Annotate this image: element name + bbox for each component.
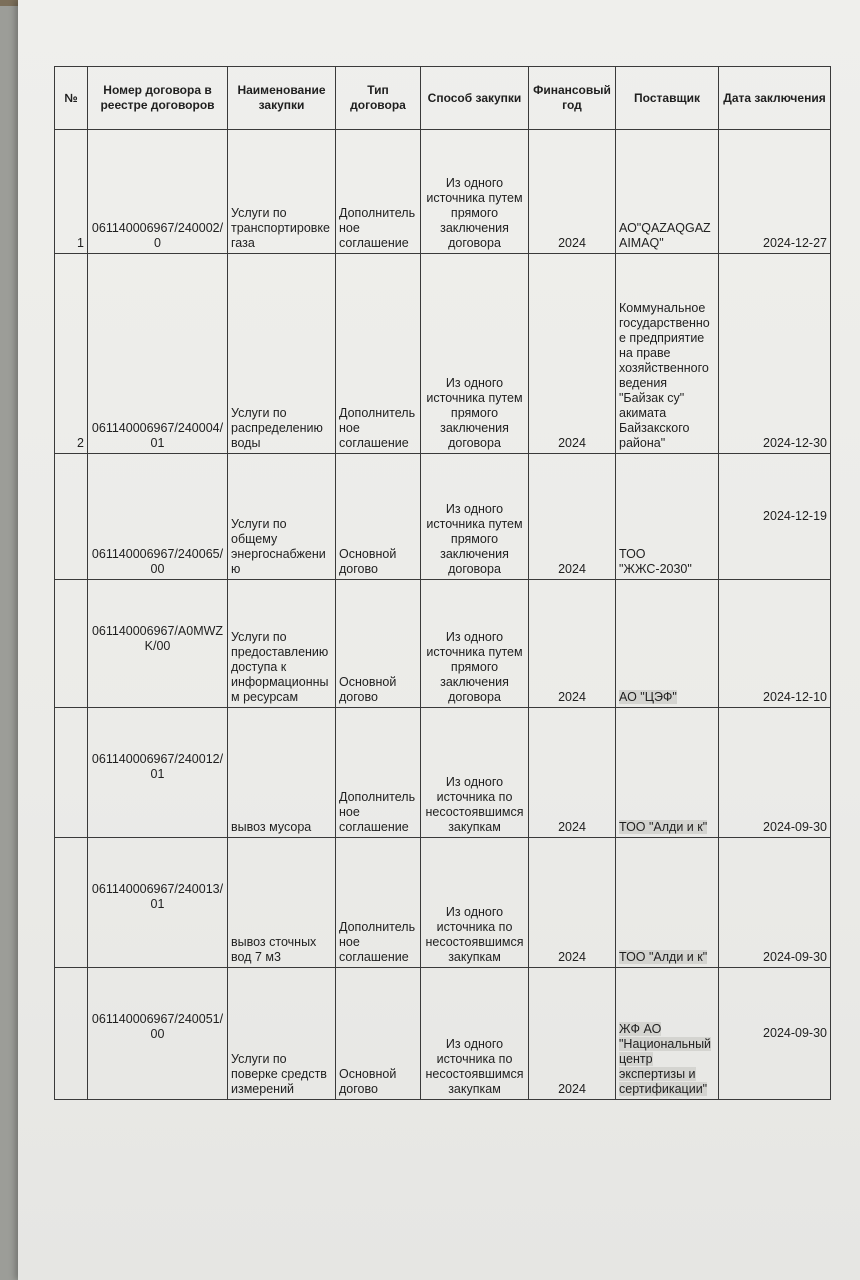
row-num [55,838,88,968]
row-registry: 061140006967/A0MWZK/00 [88,580,228,708]
table-row [55,254,831,454]
table-row [55,708,831,838]
row-type: Основной догово [336,454,421,580]
row-year: 2024 [529,968,616,1100]
row-name: вывоз мусора [228,708,336,838]
header-supplier: Поставщик [616,67,719,130]
row-supplier: ТОО "ЖЖС-2030" [616,454,719,580]
table-row [55,838,831,968]
row-method: Из одного источника путем прямого заключения договора [421,130,529,254]
row-type: Основной догово [336,580,421,708]
contracts-table [54,66,831,1100]
row-name: Услуги по общему энергоснабжению [228,454,336,580]
row-date: 2024-09-30 [719,838,831,968]
row-name: Услуги по поверке средств измерений [228,968,336,1100]
row-method: Из одного источника путем прямого заключения договора [421,580,529,708]
row-year: 2024 [529,254,616,454]
row-name: Услуги по предоставлению доступа к информационным ресурсам [228,580,336,708]
row-registry: 061140006967/240013/01 [88,838,228,968]
row-method: Из одного источника путем прямого заключения договора [421,454,529,580]
header-type: Тип договора [336,67,421,130]
row-year: 2024 [529,580,616,708]
header-name: Наименование закупки [228,67,336,130]
row-supplier: АО"QAZAQGAZ AIMAQ" [616,130,719,254]
row-num [55,580,88,708]
row-supplier: АО "ЦЭФ" [619,690,677,704]
row-year: 2024 [529,130,616,254]
row-supplier: ТОО "Алди и к" [619,820,708,834]
header-date: Дата заключения [719,67,831,130]
row-date: 2024-09-30 [719,708,831,838]
row-supplier: ТОО "Алди и к" [619,950,708,964]
header-method: Способ закупки [421,67,529,130]
row-method: Из одного источника по несостоявшимся закупкам [421,968,529,1100]
row-name: Услуги по распределению воды [228,254,336,454]
row-name: Услуги по транспортировке газа [228,130,336,254]
row-date: 2024-09-30 [719,968,831,1100]
table-row [55,454,831,580]
row-method: Из одного источника по несостоявшимся закупкам [421,708,529,838]
row-year: 2024 [529,708,616,838]
row-method: Из одного источника по несостоявшимся закупкам [421,838,529,968]
row-type: Дополнительное соглашение [336,254,421,454]
row-num [55,454,88,580]
row-year: 2024 [529,454,616,580]
row-type: Дополнительное соглашение [336,708,421,838]
row-date: 2024-12-27 [719,130,831,254]
table-row [55,968,831,1100]
row-registry: 061140006967/240012/01 [88,708,228,838]
row-num [55,968,88,1100]
row-registry: 061140006967/240002/0 [88,130,228,254]
row-year: 2024 [529,838,616,968]
row-supplier: Коммунальное государственное предприятие на праве хозяйственного ведения "Байзак су" акимата Байзакского района" [616,254,719,454]
row-method: Из одного источника путем прямого заключения договора [421,254,529,454]
row-supplier: ЖФ АО "Национальный центр экспертизы и сертификации" [619,1022,712,1096]
row-name: вывоз сточных вод 7 м3 [228,838,336,968]
row-num: 1 [55,130,88,254]
row-num [55,708,88,838]
row-type: Дополнительное соглашение [336,838,421,968]
row-registry: 061140006967/240004/01 [88,254,228,454]
row-registry: 061140006967/240065/00 [88,454,228,580]
header-year: Финансовый год [529,67,616,130]
row-num: 2 [55,254,88,454]
row-date: 2024-12-19 [719,454,831,580]
row-type: Основной догово [336,968,421,1100]
table-row [55,580,831,708]
row-date: 2024-12-10 [719,580,831,708]
header-num: № [55,67,88,130]
header-registry: Номер договора в реестре договоров [88,67,228,130]
table-row [55,130,831,254]
header-row [55,67,831,130]
row-date: 2024-12-30 [719,254,831,454]
row-type: Дополнительное соглашение [336,130,421,254]
row-registry: 061140006967/240051/00 [88,968,228,1100]
